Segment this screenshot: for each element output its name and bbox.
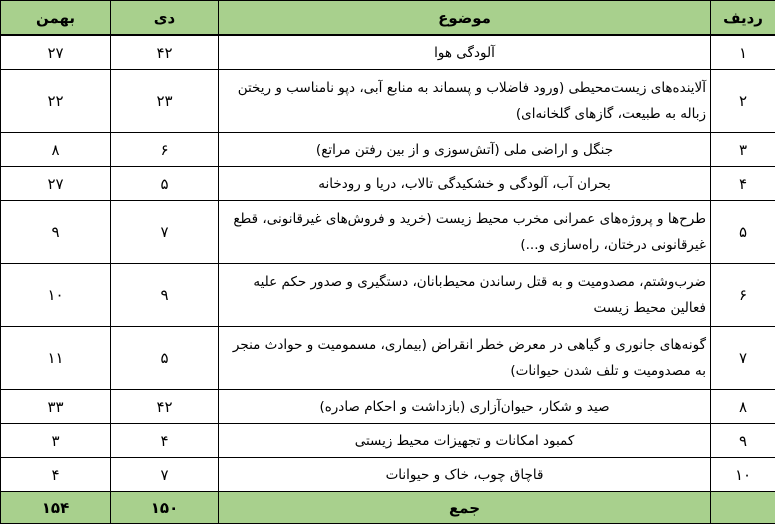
row-topic: قاچاق چوب، خاک و حیوانات (219, 458, 711, 492)
table-row (1, 424, 775, 458)
row-number: ۴ (711, 167, 775, 201)
row-dey-count: ۹ (111, 264, 219, 327)
row-dey-count: ۴ (111, 424, 219, 458)
row-number: ۲ (711, 70, 775, 133)
table-row (1, 35, 775, 70)
row-dey-count: ۴۲ (111, 35, 219, 70)
row-bahman-count: ۳ (1, 424, 111, 458)
row-dey-count: ۵ (111, 167, 219, 201)
total-bahman: ۱۵۴ (1, 492, 111, 524)
row-topic: گونه‌های جانوری و گیاهی در معرض خطر انقراض (بیماری، مسمومیت و حوادث منجر به مصدومیت و تلف شدن حیوانات) (219, 327, 711, 390)
row-topic: جنگل و اراضی ملی (آتش‌سوزی و از بین رفتن مراتع) (219, 133, 711, 167)
table-row (1, 390, 775, 424)
total-label: جمع (219, 492, 711, 524)
row-topic: ضرب‌وشتم، مصدومیت و به قتل رساندن محیط‌بانان، دستگیری و صدور حکم علیه فعالین محیط زیست (219, 264, 711, 327)
row-bahman-count: ۹ (1, 201, 111, 264)
row-bahman-count: ۸ (1, 133, 111, 167)
row-number: ۵ (711, 201, 775, 264)
row-topic: آلودگی هوا (219, 35, 711, 70)
row-topic: طرح‌ها و پروژه‌های عمرانی مخرب محیط زیست (خرید و فروش‌های غیرقانونی، قطع غیرقانونی درختان، راه‌سازی و...) (219, 201, 711, 264)
row-dey-count: ۲۳ (111, 70, 219, 133)
total-dey: ۱۵۰ (111, 492, 219, 524)
header-dey: دی (111, 1, 219, 36)
row-bahman-count: ۴ (1, 458, 111, 492)
row-bahman-count: ۲۲ (1, 70, 111, 133)
row-number: ۳ (711, 133, 775, 167)
row-bahman-count: ۱۱ (1, 327, 111, 390)
table-row (1, 327, 775, 390)
table-row (1, 167, 775, 201)
row-number: ۱ (711, 35, 775, 70)
header-topic: موضوع (219, 1, 711, 36)
table-row (1, 70, 775, 133)
total-row-no-cell (711, 492, 775, 524)
row-bahman-count: ۲۷ (1, 35, 111, 70)
header-bahman: بهمن (1, 1, 111, 36)
row-dey-count: ۷ (111, 201, 219, 264)
row-number: ۷ (711, 327, 775, 390)
row-number: ۹ (711, 424, 775, 458)
row-dey-count: ۴۲ (111, 390, 219, 424)
row-dey-count: ۷ (111, 458, 219, 492)
header-row-no: ردیف (711, 1, 775, 36)
total-row (1, 492, 775, 524)
row-topic: بحران آب، آلودگی و خشکیدگی تالاب، دریا و رودخانه (219, 167, 711, 201)
row-number: ۱۰ (711, 458, 775, 492)
row-bahman-count: ۱۰ (1, 264, 111, 327)
row-bahman-count: ۲۷ (1, 167, 111, 201)
table-row (1, 264, 775, 327)
row-number: ۸ (711, 390, 775, 424)
table-row (1, 133, 775, 167)
row-topic: صید و شکار، حیوان‌آزاری (بازداشت و احکام صادره) (219, 390, 711, 424)
row-topic: آلاینده‌های زیست‌محیطی (ورود فاضلاب و پسماند به منابع آبی، دپو نامناسب و ریختن زباله به طبیعت، گازهای گلخانه‌ای) (219, 70, 711, 133)
row-topic: کمبود امکانات و تجهیزات محیط زیستی (219, 424, 711, 458)
header-row (1, 1, 775, 36)
table-row (1, 458, 775, 492)
row-number: ۶ (711, 264, 775, 327)
row-dey-count: ۵ (111, 327, 219, 390)
row-dey-count: ۶ (111, 133, 219, 167)
table-row (1, 201, 775, 264)
row-bahman-count: ۳۳ (1, 390, 111, 424)
